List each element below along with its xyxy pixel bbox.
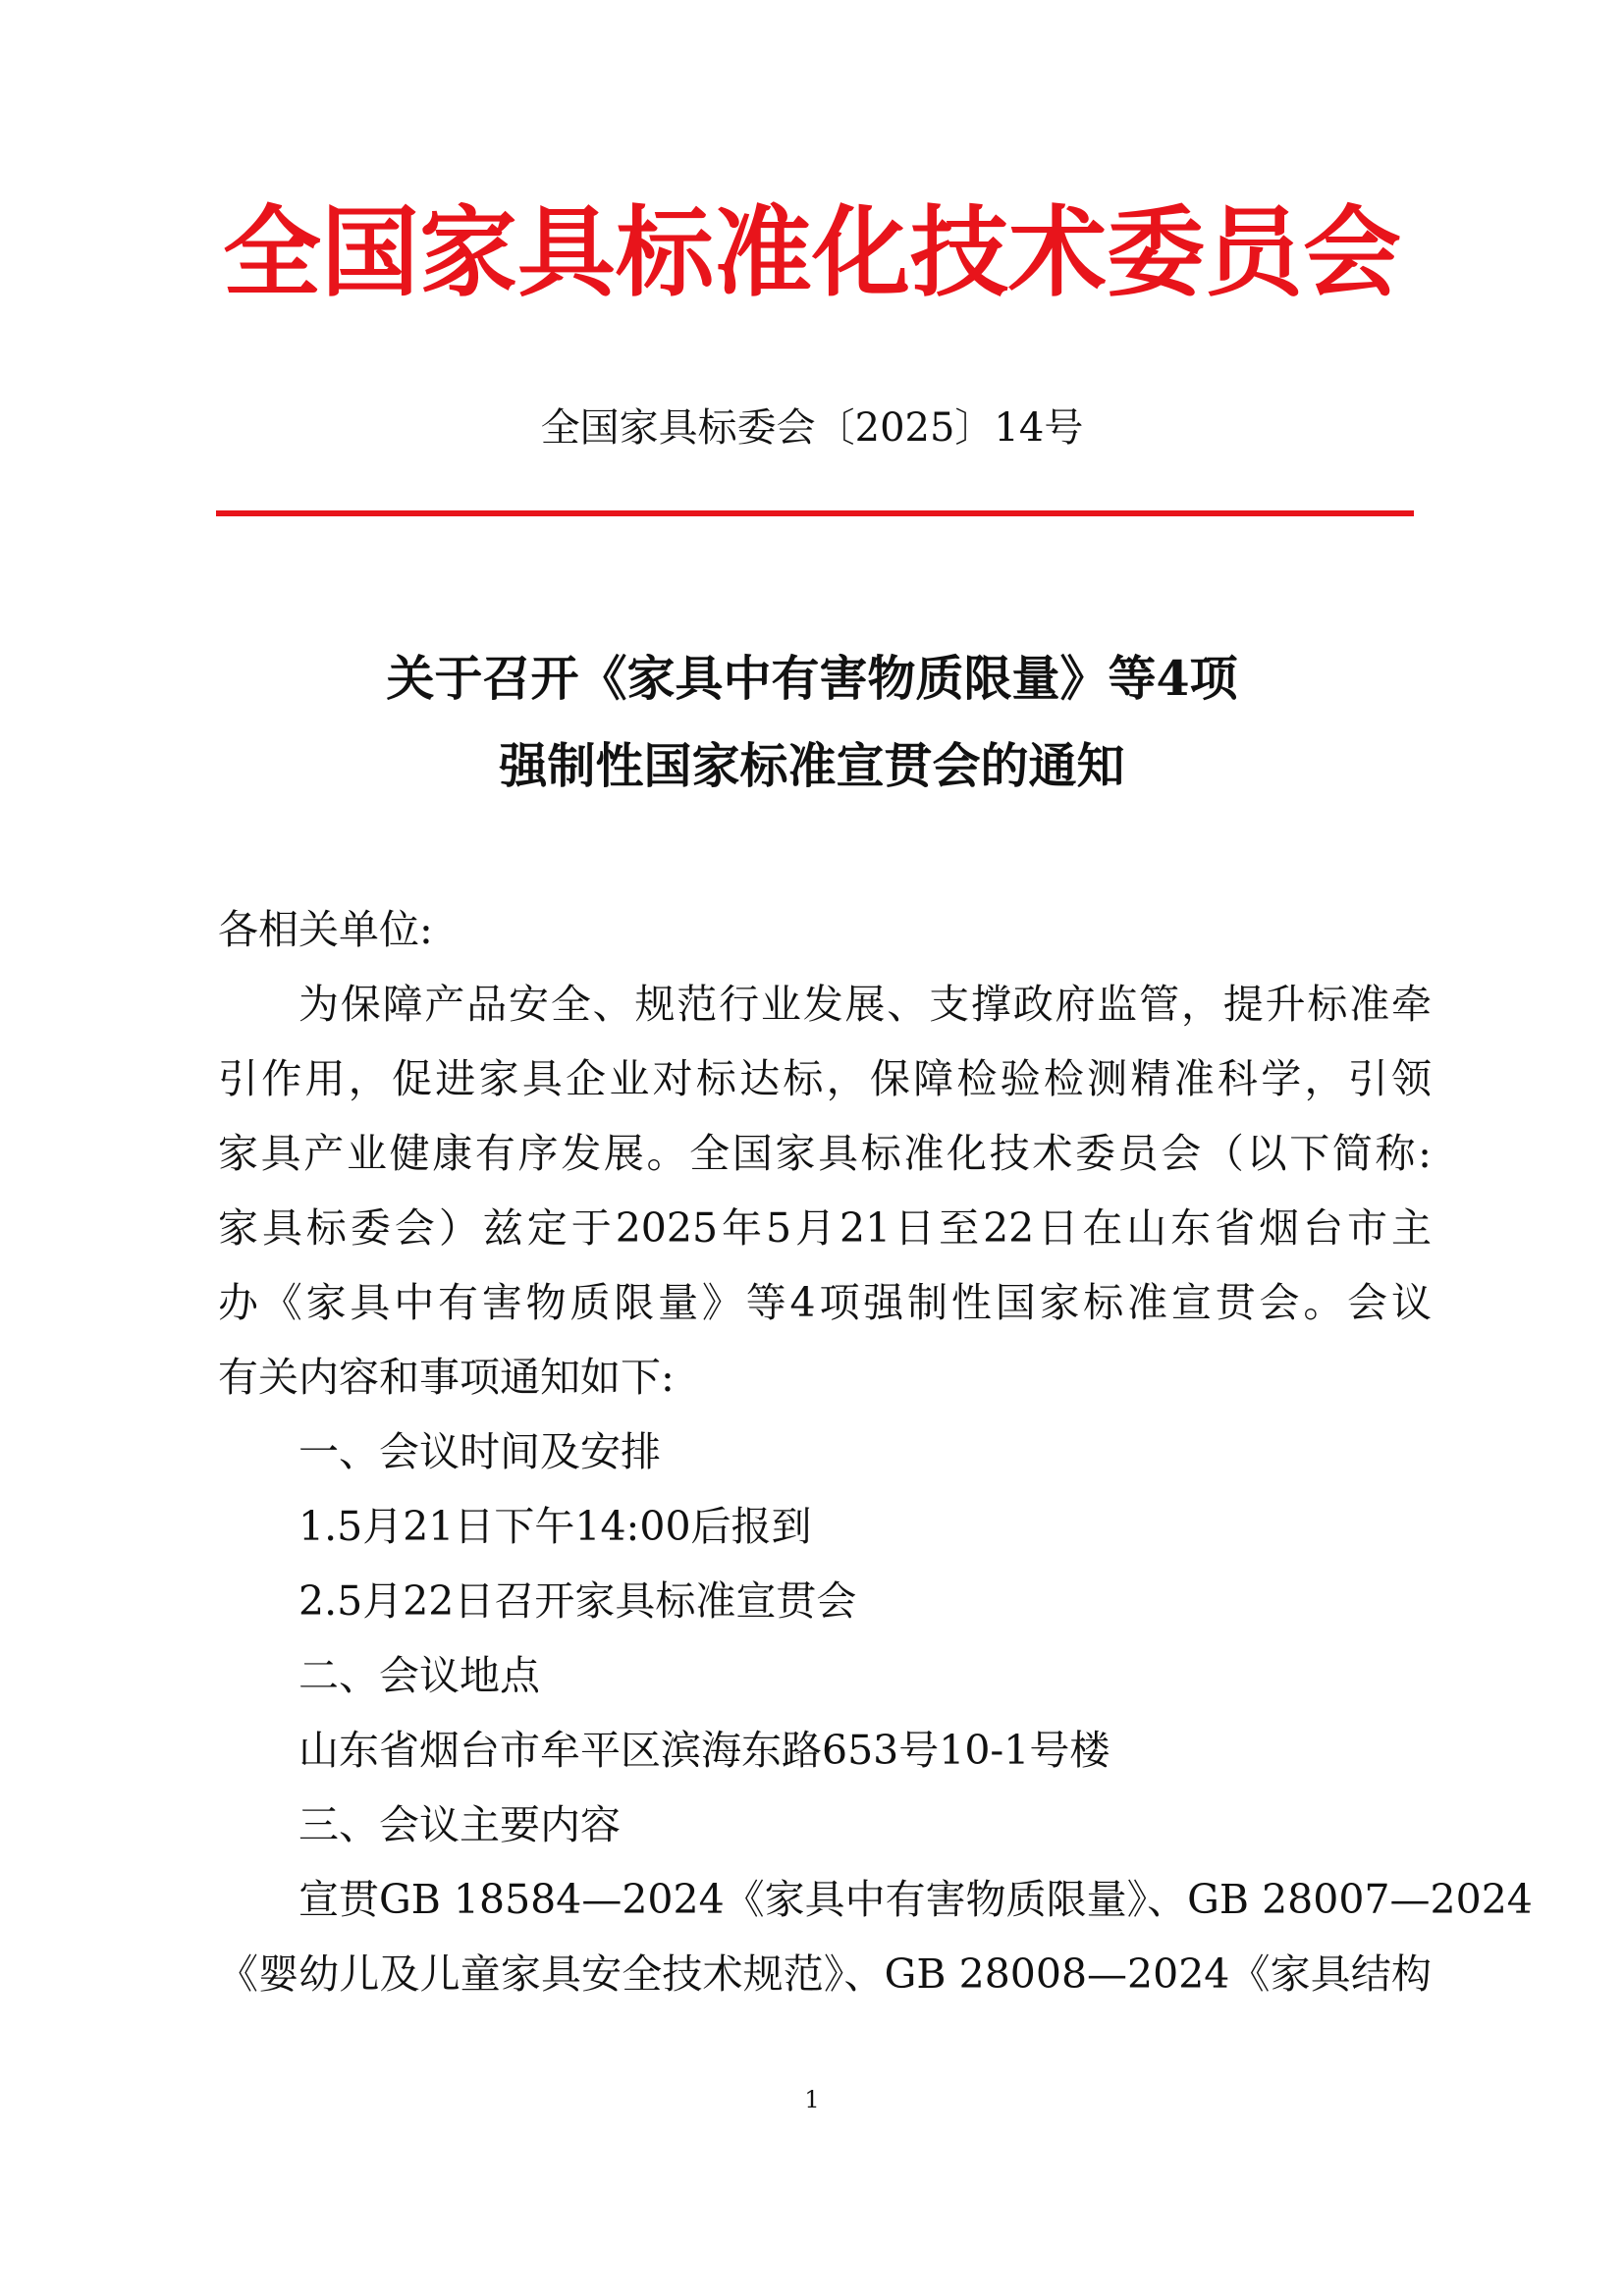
notice-title-line-2: 强制性国家标准宣贯会的通知 xyxy=(499,737,1125,794)
paragraph-line: 有关内容和事项通知如下: xyxy=(218,1354,675,1401)
paragraph-line: 《婴幼儿及儿童家具安全技术规范》、GB 28008—2024《家具结构 xyxy=(218,1950,1432,1998)
paragraph-line: 家具标委会）兹定于2025年5月21日至22日在山东省烟台市主 xyxy=(218,1204,1432,1252)
red-divider-line xyxy=(216,510,1414,516)
document-number: 全国家具标委会〔2025〕14号 xyxy=(540,405,1084,451)
paragraph-line: 家具产业健康有序发展。全国家具标准化技术委员会（以下简称: xyxy=(218,1130,1432,1177)
section-1-heading: 一、会议时间及安排 xyxy=(298,1428,661,1475)
paragraph-line: 办《家具中有害物质限量》等4项强制性国家标准宣贯会。会议 xyxy=(218,1279,1432,1326)
section-2-heading: 二、会议地点 xyxy=(298,1652,540,1699)
section-3-heading: 三、会议主要内容 xyxy=(298,1801,621,1848)
section-1-item-1: 1.5月21日下午14:00后报到 xyxy=(298,1503,812,1550)
notice-title-line-1: 关于召开《家具中有害物质限量》等4项 xyxy=(386,650,1238,707)
page-number: 1 xyxy=(804,2086,820,2113)
organization-header: 全国家具标准化技术委员会 xyxy=(223,195,1401,310)
salutation: 各相关单位: xyxy=(218,906,433,953)
paragraph-line: 宣贯GB 18584—2024《家具中有害物质限量》、GB 28007—2024 xyxy=(298,1876,1533,1923)
meeting-address: 山东省烟台市牟平区滨海东路653号10-1号楼 xyxy=(298,1727,1110,1774)
paragraph-line: 为保障产品安全、规范行业发展、支撑政府监管，提升标准牵 xyxy=(298,981,1432,1028)
section-1-item-2: 2.5月22日召开家具标准宣贯会 xyxy=(298,1577,857,1625)
paragraph-line: 引作用，促进家具企业对标达标，保障检验检测精准科学，引领 xyxy=(218,1055,1432,1102)
